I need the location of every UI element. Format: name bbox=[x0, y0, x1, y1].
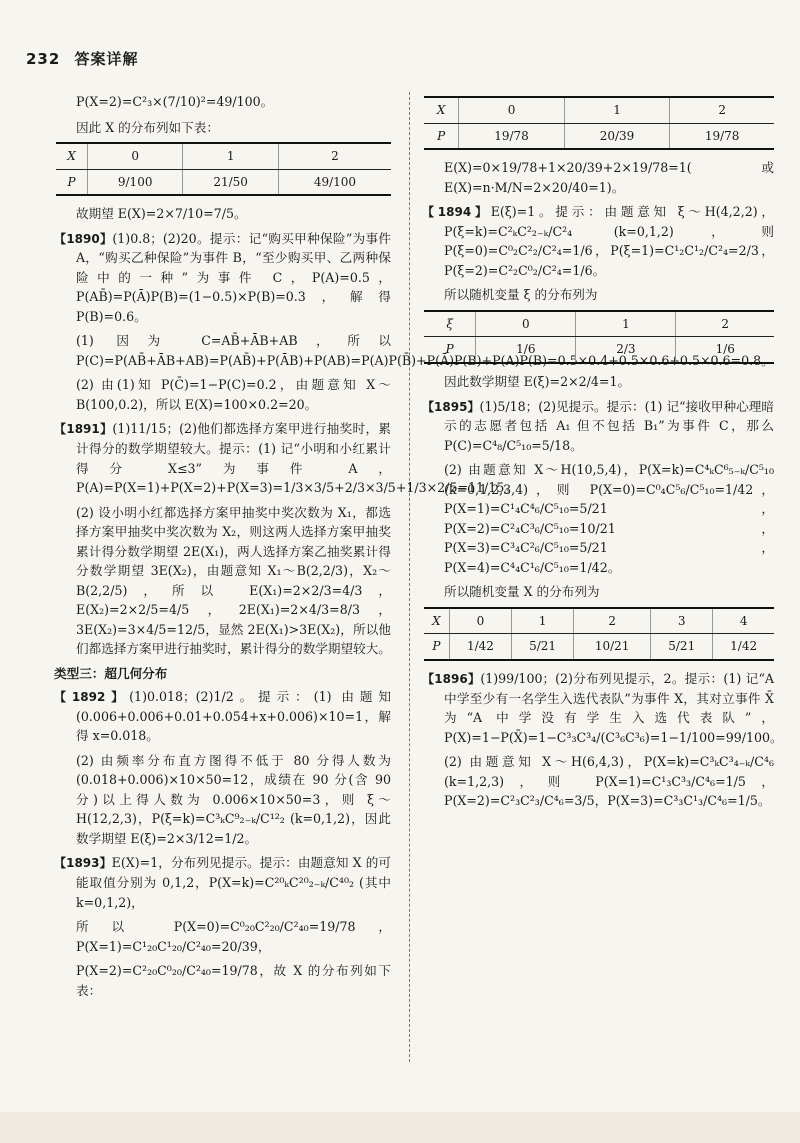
table-cell: 2 bbox=[278, 143, 391, 169]
table-cell: 2 bbox=[670, 97, 774, 123]
table-cell: P bbox=[424, 123, 459, 149]
column-divider bbox=[409, 92, 410, 1062]
table-cell: 20/39 bbox=[564, 123, 670, 149]
paragraph: (2) 设小明小红都选择方案甲抽奖中奖次数为 X₁，都选择方案甲抽奖中奖次数为 X₂，则这两人选择方案甲抽奖累计得分数学期望 2E(X₁)，两人选择方案乙抽奖累计得分数学期望 3E(X₂)，由题意知 X₁～B(2,2/3)，X₂～B(2,2/5)，所以 E(X₁)=2×2/3=4/3，E(X₂)=2×2/5=4/5，2E(X₁)=2×4/3=8/3，3E(X₂)=3×4/5=12/5，显然 2E(X₁)>3E(X₂)，所以他们都选择方案甲进行抽奖时，累计得分的数学期望较大。 bbox=[76, 504, 391, 657]
paragraph: E(ξ)=1。提示：由题意知 ξ～H(4,2,2)，P(ξ=k)=C²ₖC²₂₋ₖ/C²₄ (k=0,1,2)，则 P(ξ=0)=C⁰₂C²₂/C²₄=1/6，P(ξ=1)=C¹₂C¹₂/C²₄=2/3，P(ξ=2)=C²₂C⁰₂/C²₄=1/6。 bbox=[444, 204, 774, 278]
table-cell: 49/100 bbox=[278, 169, 391, 195]
table-cell: 1 bbox=[576, 311, 676, 337]
problem-number: 【1895】 bbox=[422, 399, 480, 414]
table-cell: 1/42 bbox=[449, 634, 511, 660]
table-cell: X bbox=[56, 143, 87, 169]
problem-number: 【1896】 bbox=[422, 672, 481, 686]
table-cell: P bbox=[424, 337, 476, 363]
paragraph: (2) 由题意知 X～H(10,5,4)，P(X=k)=C⁴ₖC⁶₅₋ₖ/C⁵₁₀ (k=0,1,2,3,4)，则 P(X=0)=C⁰₄C⁵₆/C⁵₁₀=1/42，P(X=1)=C¹₄C⁴₆/C⁵₁₀=5/21，P(X=2)=C²₄C³₆/C⁵₁₀=10/21，P(X=3)=C³₄C²₆/C⁵₁₀=5/21，P(X=4)=C⁴₄C¹₆/C⁵₁₀=1/42。 bbox=[444, 462, 774, 575]
table-cell: 21/50 bbox=[183, 169, 278, 195]
table-cell: 0 bbox=[449, 608, 511, 634]
table-cell: 0 bbox=[476, 311, 576, 337]
problem-number: 【1892】 bbox=[54, 690, 130, 705]
paragraph: 因此 X 的分布列如下表： bbox=[76, 119, 219, 135]
problem-1895 bbox=[424, 397, 774, 456]
paragraph: 所以随机变量 ξ 的分布列为 bbox=[444, 287, 598, 303]
problem-number: 【1894】 bbox=[422, 205, 491, 220]
table-cell: 4 bbox=[713, 608, 774, 634]
table-cell: 1 bbox=[564, 97, 670, 123]
problem-1894 bbox=[424, 202, 774, 280]
table-row bbox=[424, 634, 774, 660]
table-cell: 5/21 bbox=[651, 634, 713, 660]
page-number: 232 bbox=[26, 50, 61, 68]
running-head bbox=[26, 48, 139, 69]
table-row bbox=[56, 143, 391, 169]
table-cell: 19/78 bbox=[670, 123, 774, 149]
paragraph: (1)11/15；(2)他们都选择方案甲进行抽奖时，累计得分的数学期望较大。提示：(1) 记“小明和小红累计得分 X≤3”为事件 A，P(A)=P(X=1)+P(X=2)+P(X=3)=1/3×3/5+2/3×3/5+1/3×2/5=11/15。 bbox=[76, 421, 517, 496]
table-cell: 0 bbox=[87, 143, 182, 169]
problem-1891 bbox=[54, 419, 517, 497]
table-cell: X bbox=[424, 97, 459, 123]
table-cell: P bbox=[424, 634, 449, 660]
paragraph: (2) 由频率分布直方图得不低于 80 分得人数为 (0.018+0.006)×10×50=12，成绩在 90 分(含 90 分)以上得人数为 0.006×10×50=3，则 ξ～H(12,2,3)，P(ξ=k)=C³ₖC⁹₂₋ₖ/C¹²₂ (k=0,1,2)，因此数学期望 E(ξ)=2×3/12=1/2。 bbox=[76, 752, 391, 846]
right-column bbox=[422, 92, 783, 816]
problem-number: 【1890】 bbox=[54, 231, 113, 246]
distribution-table-4 bbox=[424, 607, 774, 661]
table-cell: 1 bbox=[512, 608, 574, 634]
paragraph: 所以随机变量 X 的分布列为 bbox=[444, 584, 600, 600]
table-cell: 3 bbox=[651, 608, 713, 634]
table-cell: 1/6 bbox=[676, 337, 774, 363]
paragraph: E(X)=1，分布列见提示。提示：由题意知 X 的可能取值分别为 0,1,2，P(X=k)=C²⁰ₖC²⁰₂₋ₖ/C⁴⁰₂ (其中 k=0,1,2)， bbox=[76, 855, 391, 910]
section-heading: 类型三：超几何分布 bbox=[54, 665, 168, 681]
table-cell: 2/3 bbox=[576, 337, 676, 363]
paragraph: (1)0.8；(2)20。提示：记“购买甲种保险”为事件 A，“购买乙种保险”为事件 B，“至少购买甲、乙两种保险中的一种”为事件 C，P(A)=0.5，P(AB̄)=P(Ā)P(B)=(1−0.5)×P(B)=0.3，解得 P(B)=0.6。 bbox=[76, 230, 391, 324]
paragraph: (2) 由题意知 X～H(6,4,3)，P(X=k)=C³ₖC³₄₋ₖ/C⁴₆ (k=1,2,3)，则 P(X=1)=C¹₃C³₃/C⁴₆=1/5，P(X=2)=C²₃C²₃/C⁴₆=3/5，P(X=3)=C³₃C¹₃/C⁴₆=1/5。 bbox=[444, 754, 774, 809]
table-cell: 10/21 bbox=[574, 634, 651, 660]
table-cell: 9/100 bbox=[87, 169, 182, 195]
distribution-table-1 bbox=[56, 142, 391, 196]
table-cell: 1/42 bbox=[713, 634, 774, 660]
paragraph: (1)5/18；(2)见提示。提示：(1) 记“接收甲种心理暗示的志愿者包括 A₁ 但不包括 B₁”为事件 C，那么 P(C)=C⁴₈/C⁵₁₀=5/18。 bbox=[444, 398, 774, 453]
table-cell: 1 bbox=[183, 143, 278, 169]
distribution-table-3 bbox=[424, 310, 774, 364]
paragraph: 因此数学期望 E(ξ)=2×2/4=1。 bbox=[444, 374, 631, 390]
table-cell: 5/21 bbox=[512, 634, 574, 660]
problem-1890 bbox=[56, 229, 391, 327]
table-cell: ξ bbox=[424, 311, 476, 337]
equation: P(X=2)=C²₃×(7/10)²=49/100。 bbox=[76, 94, 274, 109]
paragraph: P(X=2)=C²₂₀C⁰₂₀/C²₄₀=19/78，故 X 的分布列如下表： bbox=[76, 963, 391, 998]
table-cell: 2 bbox=[676, 311, 774, 337]
page-bottom-band bbox=[0, 1112, 800, 1143]
page-title: 答案详解 bbox=[74, 50, 139, 68]
table-row bbox=[424, 123, 774, 149]
paragraph: (1)0.018；(2)1/2。提示：(1) 由题知 (0.006+0.006+0.01+0.054+x+0.006)×10=1，解得 x=0.018。 bbox=[76, 689, 392, 744]
problem-1893 bbox=[56, 853, 391, 912]
paragraph: E(X)=0×19/78+1×20/39+2×19/78=1(或 E(X)=n·M/N=2×20/40=1)。 bbox=[444, 160, 774, 195]
paragraph: (1)99/100；(2)分布列见提示，2。提示：(1) 记“A 中学至少有一名学生入选代表队”为事件 X，其对立事件 X̄ 为“A 中学没有学生入选代表队”，P(X)=1−P(X̄)=1−C³₃C³₄/(C³₆C³₆)=1−1/100=99/100。 bbox=[444, 671, 783, 745]
problem-1892 bbox=[56, 687, 391, 746]
problem-number: 【1891】 bbox=[54, 422, 113, 437]
table-row bbox=[424, 97, 774, 123]
paragraph: (1) 因为 C=AB̄+ĀB+AB，所以 P(C)=P(AB̄+ĀB+AB)=P(AB̄)+P(ĀB)+P(AB)=P(A)P(B̄)+P(Ā)P(B)+P(A)P(B)=0.5×0.4+0.5×0.6+0.5×0.6=0.8。 bbox=[76, 333, 774, 368]
table-row bbox=[56, 169, 391, 195]
table-cell: P bbox=[56, 169, 87, 195]
table-cell: X bbox=[424, 608, 449, 634]
paragraph: 故期望 E(X)=2×7/10=7/5。 bbox=[76, 206, 247, 222]
table-cell: 2 bbox=[574, 608, 651, 634]
table-cell: 0 bbox=[459, 97, 565, 123]
table-cell: 19/78 bbox=[459, 123, 565, 149]
table-row bbox=[424, 311, 774, 337]
problem-1896 bbox=[422, 669, 783, 747]
distribution-table-2 bbox=[424, 96, 774, 150]
table-row bbox=[424, 608, 774, 634]
paragraph: 所以 P(X=0)=C⁰₂₀C²₂₀/C²₄₀=19/78，P(X=1)=C¹₂₀C¹₂₀/C²₄₀=20/39， bbox=[76, 919, 391, 954]
problem-number: 【1893】 bbox=[54, 856, 112, 871]
table-cell: 1/6 bbox=[476, 337, 576, 363]
table-row bbox=[424, 337, 774, 363]
paragraph: (2) 由(1)知 P(C̄)=1−P(C)=0.2，由题意知 X～B(100,0.2)，所以 E(X)=100×0.2=20。 bbox=[76, 377, 391, 412]
